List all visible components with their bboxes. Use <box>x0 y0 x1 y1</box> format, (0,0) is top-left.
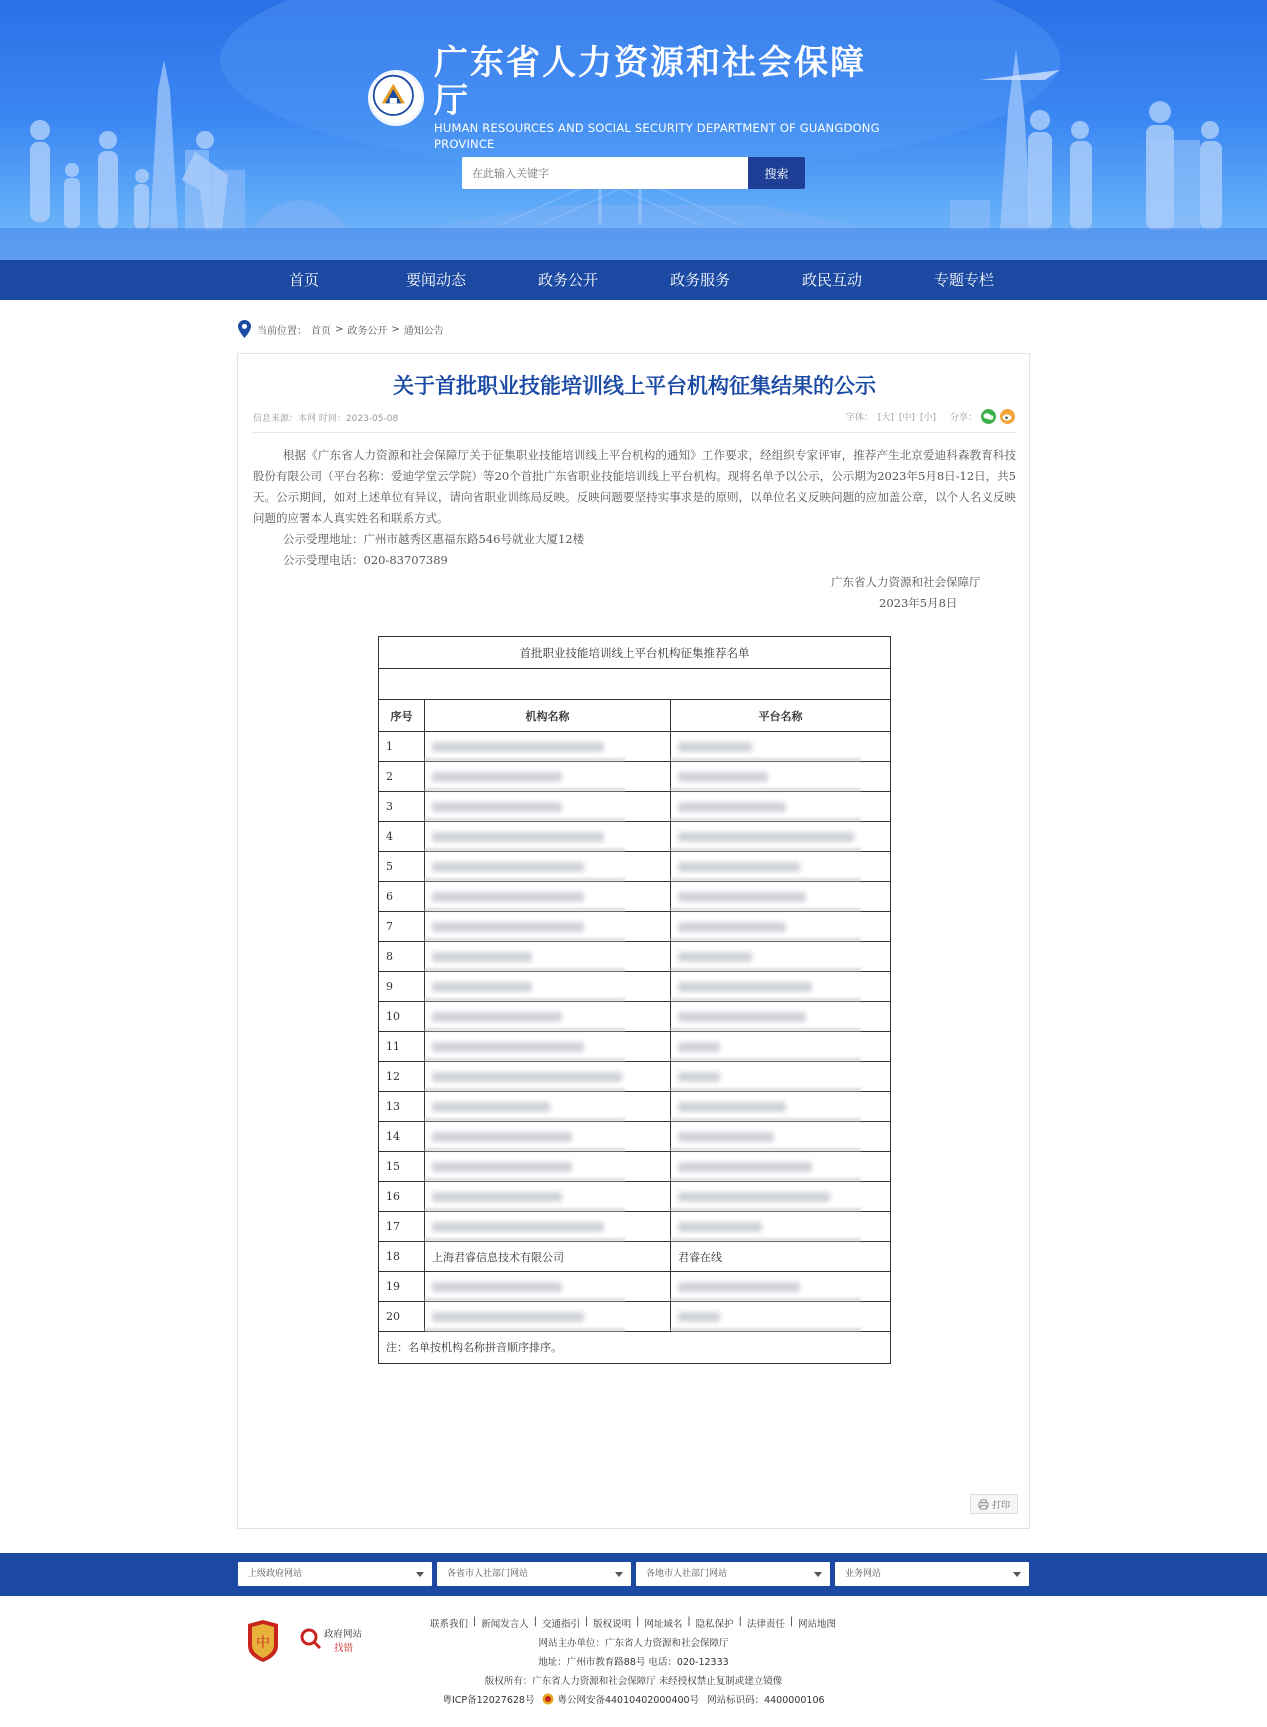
cell-org <box>425 1032 671 1061</box>
footer-police[interactable]: 粤公网安备44010402000400号 <box>557 1695 700 1706</box>
signature-org: 广东省人力资源和社会保障厅 <box>831 575 981 589</box>
cell-platform <box>671 942 890 971</box>
redacted-org-name <box>432 802 562 812</box>
cell-org <box>425 1062 671 1091</box>
article-address: 公示受理地址：广州市越秀区惠福东路546号就业大厦12楼 <box>283 532 585 546</box>
cell-platform <box>671 852 890 881</box>
redacted-platform-name <box>678 1222 762 1232</box>
wechat-share-icon[interactable] <box>981 409 996 424</box>
redacted-org-name <box>432 1072 622 1082</box>
table-row <box>379 912 890 942</box>
nav-item-gov-info[interactable]: 政务公开 <box>537 271 598 289</box>
redacted-org-name <box>432 1312 584 1322</box>
redacted-underline <box>671 1238 861 1241</box>
redacted-underline <box>671 848 861 851</box>
redacted-platform-name <box>678 1192 830 1202</box>
cell-no: 11 <box>379 1032 425 1061</box>
cell-no: 12 <box>379 1062 425 1091</box>
cell-org <box>425 822 671 851</box>
redacted-org-name <box>432 1102 550 1112</box>
redacted-org-name <box>432 832 604 842</box>
cell-no: 13 <box>379 1092 425 1121</box>
redacted-platform-name <box>678 922 786 932</box>
redacted-org-name <box>432 1192 562 1202</box>
breadcrumb-sep: > <box>335 323 344 335</box>
footer-links <box>430 1616 841 1630</box>
cell-platform <box>671 792 890 821</box>
table-note: 注：名单按机构名称拼音顺序排序。 <box>386 1341 562 1354</box>
redacted-platform-name <box>678 1102 786 1112</box>
breadcrumb-notice[interactable]: 通知公告 <box>403 325 444 337</box>
cell-no: 9 <box>379 972 425 1001</box>
cell-org <box>425 762 671 791</box>
redacted-underline <box>425 1178 625 1181</box>
nav-item-special[interactable]: 专题专栏 <box>933 271 994 289</box>
cell-no: 4 <box>379 822 425 851</box>
redacted-underline <box>425 1208 625 1211</box>
footer <box>0 1596 1267 1727</box>
footer-copyright: 版权所有：广东省人力资源和社会保障厅 未经授权禁止复制或建立镜像 <box>484 1676 783 1687</box>
redacted-underline <box>671 968 861 971</box>
cell-no: 7 <box>379 912 425 941</box>
footer-address: 地址：广州市教育路88号 电话：020-12333 <box>538 1657 729 1668</box>
table-row <box>379 1212 890 1242</box>
redacted-underline <box>425 1238 625 1241</box>
cell-org <box>425 1122 671 1151</box>
redacted-platform-name <box>678 982 812 992</box>
search-button[interactable]: 搜索 <box>748 157 805 189</box>
cell-platform <box>671 1122 890 1151</box>
redacted-underline <box>425 788 625 791</box>
footer-sep: | <box>789 1616 794 1627</box>
redacted-underline <box>671 1298 861 1301</box>
cell-org <box>425 912 671 941</box>
badge-line2: 找错 <box>334 1643 354 1654</box>
article-divider <box>253 432 1016 433</box>
cell-platform <box>671 1032 890 1061</box>
table-row <box>379 1152 890 1182</box>
article-tools <box>846 409 1015 424</box>
cell-platform <box>671 1152 890 1181</box>
hrss-emblem-icon <box>368 70 424 126</box>
table-row <box>379 1092 890 1122</box>
redacted-org-name <box>432 922 584 932</box>
nav-item-home[interactable]: 首页 <box>288 271 319 289</box>
redacted-underline <box>425 1298 625 1301</box>
cell-no: 19 <box>379 1272 425 1301</box>
redacted-org-name <box>432 742 604 752</box>
redacted-underline <box>671 908 861 911</box>
site-logo[interactable] <box>368 43 898 151</box>
redacted-platform-name <box>678 1012 806 1022</box>
cell-platform <box>671 1062 890 1091</box>
footer-site-code: 网站标识码：4400000106 <box>707 1695 825 1706</box>
cell-platform <box>671 1092 890 1121</box>
table-row <box>379 1032 890 1062</box>
footer-link-bar <box>0 1553 1267 1596</box>
breadcrumb-prefix: 当前位置： <box>257 325 307 337</box>
cell-platform <box>671 822 890 851</box>
cell-platform <box>671 972 890 1001</box>
main-nav <box>0 260 1267 300</box>
location-pin-icon <box>238 320 251 338</box>
redacted-underline <box>425 1088 625 1091</box>
site-title-cn: 广东省人力资源和社会保障厅 <box>434 43 866 121</box>
article-panel <box>237 353 1030 1529</box>
redacted-platform-name <box>678 1162 812 1172</box>
chevron-down-icon <box>814 1572 822 1577</box>
table-row <box>379 1182 890 1212</box>
cell-org <box>425 942 671 971</box>
cell-no: 15 <box>379 1152 425 1181</box>
footer-sep: | <box>533 1616 537 1627</box>
header-org: 机构名称 <box>425 700 671 731</box>
cell-platform <box>671 732 890 761</box>
redacted-platform-name <box>678 862 800 872</box>
redacted-underline <box>671 1208 861 1211</box>
print-label: 打印 <box>991 1500 1010 1511</box>
footer-sep: | <box>584 1616 589 1627</box>
redacted-underline <box>425 878 625 881</box>
redacted-platform-name <box>678 772 768 782</box>
cell-no: 3 <box>379 792 425 821</box>
table-blank-row <box>379 669 890 700</box>
nav-item-interaction[interactable]: 政民互动 <box>801 271 862 289</box>
redacted-platform-name <box>678 742 752 752</box>
select-label: 上级政府网站 <box>248 1569 303 1579</box>
cell-platform <box>671 1002 890 1031</box>
redacted-org-name <box>432 1162 572 1172</box>
footer-link-spokesman[interactable]: 新闻发言人 <box>481 1619 529 1630</box>
redacted-platform-name <box>678 1132 774 1142</box>
table-row <box>379 882 890 912</box>
footer-sep: | <box>687 1616 691 1627</box>
redacted-platform-name <box>678 892 806 902</box>
cell-platform <box>671 1272 890 1301</box>
redacted-underline <box>671 1328 861 1331</box>
cell-org: 上海君睿信息技术有限公司 <box>425 1242 671 1271</box>
redacted-platform-name <box>678 1072 720 1082</box>
cell-org <box>425 1152 671 1181</box>
cell-no: 2 <box>379 762 425 791</box>
footer-host: 网站主办单位：广东省人力资源和社会保障厅 <box>538 1638 729 1649</box>
redacted-platform-name <box>678 1042 720 1052</box>
redacted-org-name <box>432 1132 572 1142</box>
footer-link-domain[interactable]: 网址域名 <box>644 1619 683 1630</box>
chevron-down-icon <box>615 1572 623 1577</box>
select-provincial-hrss[interactable] <box>437 1562 631 1586</box>
table-row <box>379 852 890 882</box>
redacted-platform-name <box>678 802 786 812</box>
cell-platform <box>671 1302 890 1331</box>
table-row <box>379 1272 890 1302</box>
svg-text:中: 中 <box>256 1635 270 1651</box>
redacted-org-name <box>432 1042 584 1052</box>
footer-sep: | <box>738 1616 742 1627</box>
article-body <box>253 445 1016 571</box>
cell-org <box>425 1302 671 1331</box>
footer-link-copyright[interactable]: 版权说明 <box>593 1619 632 1630</box>
badge-line1: 政府网站 <box>324 1629 363 1640</box>
print-button[interactable] <box>970 1494 1018 1514</box>
table-row <box>379 1242 890 1272</box>
cell-no: 18 <box>379 1242 425 1271</box>
cell-no: 1 <box>379 732 425 761</box>
table-row <box>379 972 890 1002</box>
cell-no: 16 <box>379 1182 425 1211</box>
cell-platform <box>671 912 890 941</box>
redacted-org-name <box>432 982 532 992</box>
redacted-underline <box>671 1178 861 1181</box>
cell-no: 20 <box>379 1302 425 1331</box>
share-label: 分享： <box>949 413 977 423</box>
recommendation-table <box>378 636 891 1364</box>
redacted-underline <box>671 1028 861 1031</box>
search-input[interactable] <box>462 157 748 189</box>
table-row <box>379 822 890 852</box>
table-header-row <box>379 700 890 732</box>
chevron-down-icon <box>416 1572 424 1577</box>
font-medium-button[interactable]: [中] <box>898 413 915 423</box>
table-row <box>379 1062 890 1092</box>
cell-org <box>425 852 671 881</box>
cell-org <box>425 732 671 761</box>
footer-registration <box>0 1692 1267 1706</box>
redacted-underline <box>671 1088 861 1091</box>
nav-item-news[interactable]: 要闻动态 <box>405 271 466 289</box>
weibo-share-icon[interactable] <box>1000 409 1015 424</box>
redacted-underline <box>671 818 861 821</box>
cell-platform: 君睿在线 <box>678 1250 722 1264</box>
printer-icon <box>978 1499 989 1510</box>
redacted-platform-name <box>678 952 752 962</box>
select-superior-gov[interactable] <box>238 1562 432 1586</box>
site-title-en: HUMAN RESOURCES AND SOCIAL SECURITY DEPARTMENT OF GUANGDONG PROVINCE <box>434 121 880 151</box>
article-paragraph: 根据《广东省人力资源和社会保障厅关于征集职业技能培训线上平台机构的通知》工作要求，经组织专家评审，推荐产生北京爱迪科森教育科技股份有限公司（平台名称：爱迪学堂云学院）等20个首批广东省职业技能培训线上平台机构。现将名单予以公示，公示期为2023年5月8日-12日，共5天。公示期间，如对上述单位有异议，请向省职业训练局反映。反映问题要坚持实事求是的原则，以单位名义反映问题的应加盖公章，以个人名义反映问题的应署本人真实姓名和联系方式。 <box>253 448 1016 525</box>
cell-platform <box>671 1212 890 1241</box>
redacted-underline <box>425 1328 625 1331</box>
redacted-underline <box>425 998 625 1001</box>
footer-sep: | <box>636 1616 640 1627</box>
footer-link-sitemap[interactable]: 网站地图 <box>798 1619 837 1630</box>
table-row <box>379 762 890 792</box>
breadcrumb-home[interactable]: 首页 <box>311 325 331 337</box>
footer-sep: | <box>473 1616 477 1627</box>
redacted-org-name <box>432 772 562 782</box>
redacted-underline <box>671 1058 861 1061</box>
redacted-underline <box>425 908 625 911</box>
redacted-platform-name <box>678 832 854 842</box>
redacted-underline <box>425 1028 625 1031</box>
cell-platform <box>671 762 890 791</box>
select-label: 各地市人社部门网站 <box>646 1569 728 1579</box>
chevron-down-icon <box>1013 1572 1021 1577</box>
signature-date: 2023年5月8日 <box>879 596 958 610</box>
table-row <box>379 1122 890 1152</box>
cell-no: 14 <box>379 1122 425 1151</box>
redacted-underline <box>671 998 861 1001</box>
redacted-underline <box>425 938 625 941</box>
font-small-button[interactable]: [小] <box>919 413 936 423</box>
redacted-org-name <box>432 952 532 962</box>
redacted-underline <box>425 1058 625 1061</box>
redacted-underline <box>425 848 625 851</box>
header-platform: 平台名称 <box>758 709 803 723</box>
font-size-label: 字体： <box>845 413 873 423</box>
cell-org <box>425 1212 671 1241</box>
redacted-underline <box>425 1118 625 1121</box>
cell-no: 6 <box>379 882 425 911</box>
article-phone: 公示受理电话：020-83707389 <box>283 553 448 567</box>
footer-icp[interactable]: 粤ICP备12027628号 <box>442 1695 535 1706</box>
footer-link-traffic[interactable]: 交通指引 <box>541 1619 580 1630</box>
redacted-org-name <box>432 892 584 902</box>
cell-org <box>425 1002 671 1031</box>
cell-platform <box>671 1182 890 1211</box>
cell-no: 5 <box>379 852 425 881</box>
breadcrumb-sep: > <box>391 323 400 335</box>
redacted-org-name <box>432 1222 604 1232</box>
redacted-org-name <box>432 1282 562 1292</box>
select-label: 各省市人社部门网站 <box>447 1569 529 1579</box>
cell-org <box>425 882 671 911</box>
table-row <box>379 1302 890 1332</box>
cell-org <box>425 792 671 821</box>
breadcrumb-gov-info[interactable]: 政务公开 <box>347 325 388 337</box>
redacted-underline <box>425 758 625 761</box>
police-badge-icon <box>542 1693 554 1705</box>
redacted-underline <box>671 878 861 881</box>
redacted-org-name <box>432 1012 562 1022</box>
redacted-platform-name <box>678 1282 800 1292</box>
cell-platform <box>671 882 890 911</box>
redacted-underline <box>425 818 625 821</box>
table-row <box>379 732 890 762</box>
footer-link-legal[interactable]: 法律责任 <box>746 1619 785 1630</box>
select-city-hrss[interactable] <box>636 1562 830 1586</box>
cell-no: 10 <box>379 1002 425 1031</box>
redacted-underline <box>425 968 625 971</box>
cell-no: 8 <box>379 942 425 971</box>
table-caption: 首批职业技能培训线上平台机构征集推荐名单 <box>379 637 890 669</box>
redacted-underline <box>671 938 861 941</box>
cell-org <box>425 972 671 1001</box>
redacted-underline <box>425 1148 625 1151</box>
redacted-underline <box>671 758 861 761</box>
font-large-button[interactable]: [大] <box>877 413 894 423</box>
article-title: 关于首批职业技能培训线上平台机构征集结果的公示 <box>393 374 876 398</box>
cell-org <box>425 1092 671 1121</box>
select-business-sites[interactable] <box>835 1562 1029 1586</box>
redacted-org-name <box>432 862 584 872</box>
header-banner <box>0 0 1267 260</box>
article-meta: 信息来源：本网 时间：2023-05-08 <box>253 414 399 424</box>
footer-link-contact[interactable]: 联系我们 <box>430 1619 469 1630</box>
header-no: 序号 <box>379 700 425 731</box>
cell-org <box>425 1182 671 1211</box>
cell-org <box>425 1272 671 1301</box>
redacted-platform-name <box>678 1312 720 1322</box>
breadcrumb <box>238 321 448 337</box>
table-row <box>379 792 890 822</box>
nav-item-gov-service[interactable]: 政务服务 <box>669 271 730 289</box>
select-label: 业务网站 <box>845 1569 882 1579</box>
table-row <box>379 1002 890 1032</box>
redacted-underline <box>671 1118 861 1121</box>
table-row <box>379 942 890 972</box>
footer-link-privacy[interactable]: 隐私保护 <box>695 1619 734 1630</box>
redacted-underline <box>671 788 861 791</box>
cell-no: 17 <box>379 1212 425 1241</box>
redacted-underline <box>671 1148 861 1151</box>
